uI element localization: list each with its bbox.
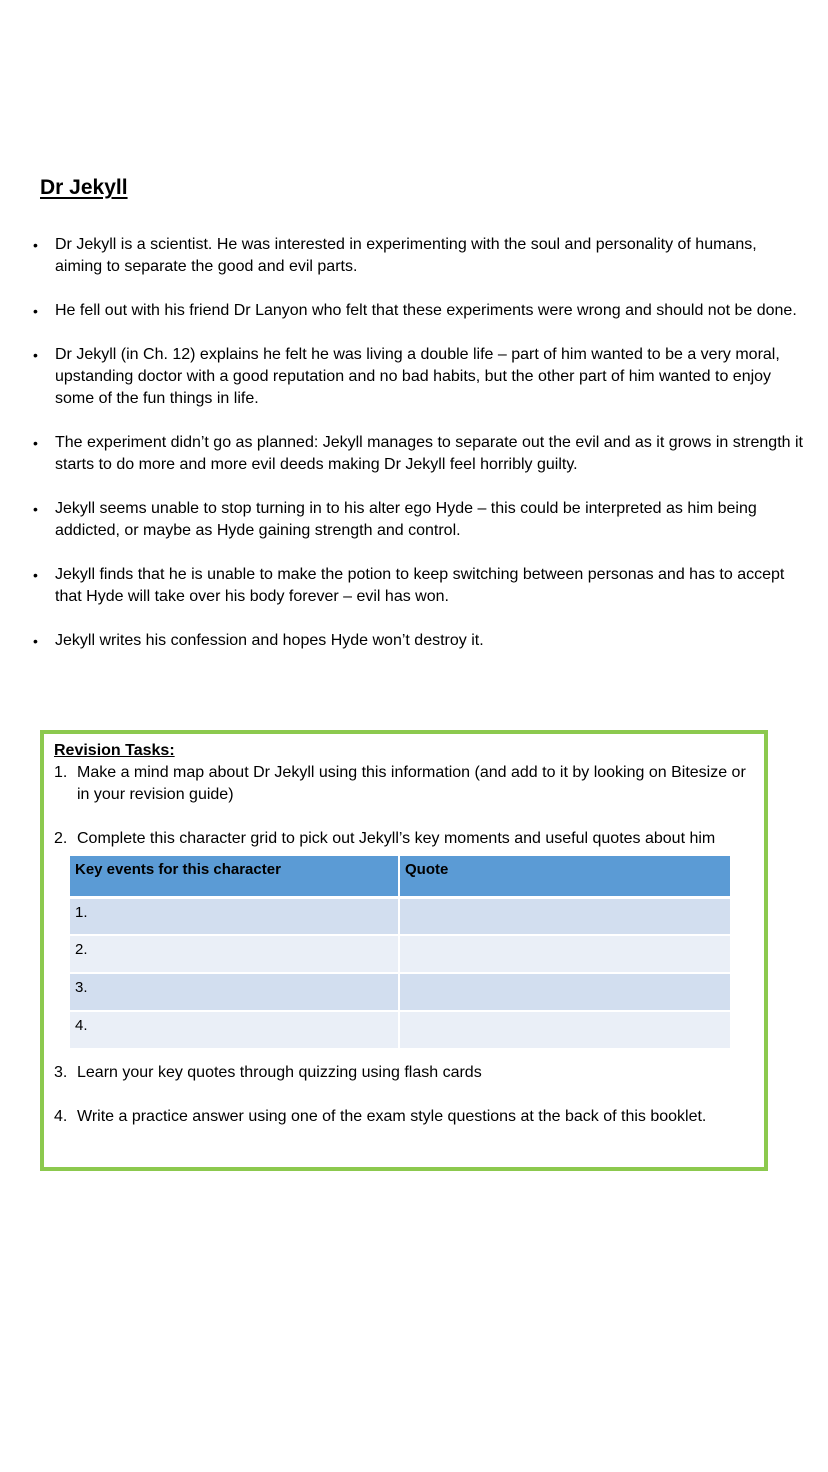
list-item [33,300,805,322]
task-number: 1. [54,764,68,781]
revision-tasks-content [54,740,759,1128]
bullet-text: Dr Jekyll is a scientist. He was interested in experimenting with the soul and personality of humans, aiming to separate the good and evil parts. [55,236,757,275]
table-row [69,973,731,1011]
grid-header-quote: Quote [399,855,731,897]
task-text: Make a mind map about Dr Jekyll using this information (and add to it by looking on Bitesize or in your revision guide) [77,764,746,803]
task-item [54,762,759,806]
bullet-text: Jekyll finds that he is unable to make the potion to keep switching between personas and has to accept that Hyde will take over his body forever – evil has won. [55,566,785,605]
grid-cell-event: 2. [69,935,399,973]
task-text: Learn your key quotes through quizzing using flash cards [77,1064,482,1081]
list-item [33,234,805,278]
bullet-text: Jekyll writes his confession and hopes Hyde won’t destroy it. [55,632,484,649]
grid-cell-quote [399,897,731,935]
grid-cell-event: 1. [69,897,399,935]
grid-cell-event: 4. [69,1011,399,1049]
task-text: Complete this character grid to pick out Jekyll’s key moments and useful quotes about him [77,830,716,847]
revision-tasks-box [40,730,768,1171]
bullet-text: He fell out with his friend Dr Lanyon who felt that these experiments were wrong and should not be done. [55,302,797,319]
bullet-icon: • [33,633,38,649]
grid-cell-event: 3. [69,973,399,1011]
revision-heading: Revision Tasks: [54,742,175,759]
bullet-icon: • [33,435,38,451]
bullet-icon: • [33,237,38,253]
bullet-icon: • [33,567,38,583]
table-row [69,935,731,973]
task-number: 3. [54,1064,68,1081]
list-item [33,344,805,410]
character-grid [68,854,732,1050]
table-row [69,1011,731,1049]
list-item [33,432,805,476]
grid-cell-quote [399,935,731,973]
page-title: Dr Jekyll [40,176,128,199]
bullet-icon: • [33,347,38,363]
task-text: Write a practice answer using one of the exam style questions at the back of this booklet. [77,1108,707,1125]
task-item [54,1062,759,1084]
task-number: 2. [54,830,68,847]
bullet-text: Jekyll seems unable to stop turning in to his alter ego Hyde – this could be interpreted as him being addicted, or maybe as Hyde gaining strength and control. [55,500,757,539]
task-item [54,828,759,850]
task-number: 4. [54,1108,68,1125]
task-item [54,1106,759,1128]
bullet-icon: • [33,501,38,517]
grid-cell-quote [399,973,731,1011]
list-item [33,564,805,608]
table-row [69,897,731,935]
grid-header-key-events: Key events for this character [69,855,399,897]
bullet-text: Dr Jekyll (in Ch. 12) explains he felt he was living a double life – part of him wanted to be a very moral, upstanding doctor with a good reputation and no bad habits, but the other part of him wanted to enjoy some of the fun things in life. [55,346,780,407]
grid-cell-quote [399,1011,731,1049]
bullet-text: The experiment didn’t go as planned: Jekyll manages to separate out the evil and as it grows in strength it starts to do more and more evil deeds making Dr Jekyll feel horribly guilty. [55,434,803,473]
list-item [33,498,805,542]
grid-header-row [69,855,731,897]
list-item [33,630,805,652]
bullet-list [33,234,805,674]
bullet-icon: • [33,303,38,319]
